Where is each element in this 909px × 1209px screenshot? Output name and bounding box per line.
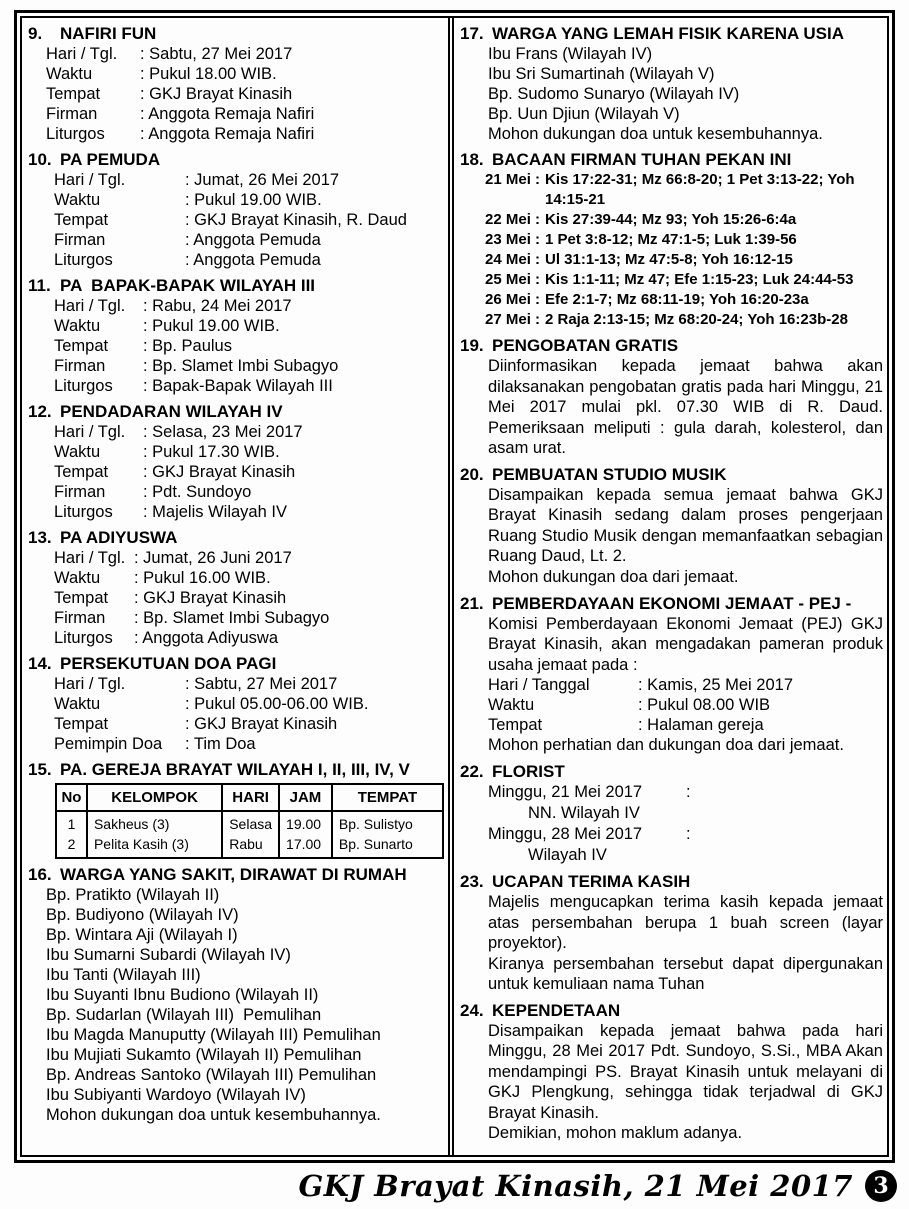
field-label: Tempat	[54, 211, 109, 229]
section-title: FLORIST	[492, 762, 565, 781]
field-value: : Bp. Slamet Imbi Subagyo	[134, 609, 330, 627]
field-row	[488, 715, 883, 735]
reading-text: Ul 31:1-13; Mz 47:5-8; Yoh 16:12-15	[545, 251, 793, 268]
reading-row	[485, 170, 883, 210]
field-label: Hari / Tanggal	[488, 676, 590, 694]
florist-assignee: NN. Wilayah IV	[528, 804, 640, 822]
field-value: : Anggota Remaja Nafiri	[140, 105, 315, 123]
table-cell: 2	[56, 834, 87, 858]
section-number: 9.	[28, 24, 43, 43]
reading-text: 1 Pet 3:8-12; Mz 47:1-5; Luk 1:39-56	[545, 231, 797, 248]
field-value: : Rabu, 24 Mei 2017	[143, 297, 292, 315]
field-value: : Anggota Remaja Nafiri	[140, 125, 315, 143]
list-item: Mohon dukungan doa untuk kesembuhannya.	[46, 1106, 381, 1124]
table-cell: Bp. Sunarto	[332, 834, 443, 858]
field-label: Hari / Tgl.	[54, 675, 126, 693]
field-row	[488, 675, 883, 695]
list-item: Bp. Andreas Santoko (Wilayah III) Pemulihan	[46, 1066, 377, 1084]
field-row	[54, 548, 444, 568]
field-row	[54, 442, 444, 462]
florist-assignee: Wilayah IV	[528, 846, 607, 864]
field-row	[54, 674, 444, 694]
column-header: JAM	[279, 784, 332, 811]
field-value: : Anggota Adiyuswa	[134, 629, 279, 647]
list-item: Bp. Sudomo Sunaryo (Wilayah IV)	[488, 85, 740, 103]
reading-text: 2 Raja 2:13-15; Mz 68:20-24; Yoh 16:23b-28	[545, 311, 848, 328]
section-10-pa-pemuda	[28, 150, 444, 270]
list-item: Bp. Wintara Aji (Wilayah I)	[46, 926, 238, 944]
section-number: 14.	[28, 654, 52, 673]
section-title: PA BAPAK-BAPAK WILAYAH III	[60, 276, 316, 295]
paragraph: Komisi Pemberdayaan Ekonomi Jemaat (PEJ) GKJ Brayat Kinasih, akan mengadakan pameran produk usaha jemaat pada :	[488, 614, 883, 674]
field-value: : Pukul 18.00 WIB.	[140, 65, 277, 83]
section-16-warga-sakit	[28, 865, 444, 1125]
column-header: No	[56, 784, 87, 811]
field-row	[54, 568, 444, 588]
field-value: : Selasa, 23 Mei 2017	[143, 423, 303, 441]
section-body	[28, 674, 444, 754]
section-number: 19.	[460, 336, 484, 355]
field-value: : Bp. Paulus	[143, 337, 232, 355]
field-label: Firman	[54, 231, 106, 249]
field-row	[54, 628, 444, 648]
field-row	[54, 336, 444, 356]
section-22-florist	[460, 762, 883, 866]
field-label: Tempat	[54, 463, 109, 481]
section-body	[28, 44, 444, 144]
field-row	[54, 588, 444, 608]
field-row	[54, 422, 444, 442]
section-title: PA. GEREJA BRAYAT WILAYAH I, II, III, IV, V	[60, 760, 410, 779]
reading-row	[485, 210, 883, 230]
field-label: Firman	[54, 483, 106, 501]
florist-colon: :	[686, 825, 691, 843]
section-17-warga-lemah-fisik	[460, 24, 883, 144]
section-number: 20.	[460, 464, 484, 484]
field-row	[54, 296, 444, 316]
field-value: : Pukul 08.00 WIB	[638, 696, 771, 714]
section-12-pendadaran	[28, 402, 444, 522]
section-20-studio-musik	[460, 465, 883, 588]
field-label: Firman	[46, 105, 98, 123]
page-border	[14, 10, 895, 1163]
reading-row	[485, 270, 883, 290]
field-value: : Majelis Wilayah IV	[143, 503, 287, 521]
section-body	[460, 44, 883, 144]
field-label: Hari / Tgl.	[54, 171, 126, 189]
table-row	[56, 834, 443, 858]
section-body	[28, 296, 444, 396]
reading-date: 25 Mei :	[485, 271, 541, 288]
section-18-bacaan-firman	[460, 150, 883, 330]
list-item: Ibu Magda Manuputty (Wilayah III) Pemulihan	[46, 1026, 381, 1044]
field-row	[46, 44, 444, 64]
closing-note: Mohon perhatian dan dukungan doa dari jemaat.	[488, 736, 844, 754]
paragraph: Disampaikan kepada jemaat bahwa pada hari Minggu, 28 Mei 2017 Pdt. Sundoyo, S.Si., MBA Akan mendampingi PS. Brayat Kinasih untuk melayani di GKJ Plengkung, sehingga tidak terjadwal di GKJ Brayat Kinasih.	[488, 1021, 883, 1122]
list-item: Mohon dukungan doa untuk kesembuhannya.	[488, 125, 823, 143]
field-row	[46, 64, 444, 84]
field-row	[54, 250, 444, 270]
section-number: 11.	[28, 276, 51, 295]
table-cell: 17.00	[279, 834, 332, 858]
field-value: : GKJ Brayat Kinasih	[143, 463, 296, 481]
field-label: Waktu	[54, 695, 101, 713]
field-label: Tempat	[54, 337, 109, 355]
section-number: 16.	[28, 865, 52, 884]
field-label: Pemimpin Doa	[54, 735, 163, 753]
section-number: 10.	[28, 150, 52, 169]
paragraph: Majelis mengucapkan terima kasih kepada jemaat atas persembahan berupa 1 buah screen (layar proyektor).	[488, 893, 883, 952]
field-label: Waktu	[54, 191, 101, 209]
field-value: : Jumat, 26 Juni 2017	[134, 549, 292, 567]
reading-row	[485, 230, 883, 250]
reading-date: 27 Mei :	[485, 311, 541, 328]
field-value: : Anggota Pemuda	[185, 251, 321, 269]
reading-date: 24 Mei :	[485, 251, 541, 268]
section-title: PENGOBATAN GRATIS	[492, 336, 679, 355]
section-title: BACAAN FIRMAN TUHAN PEKAN INI	[492, 150, 792, 169]
closing-note: Demikian, mohon maklum adanya.	[488, 1124, 743, 1142]
section-title: WARGA YANG SAKIT, DIRAWAT DI RUMAH	[60, 865, 407, 884]
field-value: : Pukul 16.00 WIB.	[134, 569, 271, 587]
reading-date: 22 Mei :	[485, 211, 541, 228]
section-body	[460, 892, 883, 995]
reading-text: Kis 27:39-44; Mz 93; Yoh 15:26-6:4a	[545, 211, 797, 228]
reading-text: Kis 1:1-11; Mz 47; Efe 1:15-23; Luk 24:44-53	[545, 271, 854, 288]
florist-entry	[488, 782, 883, 824]
field-value: : Tim Doa	[185, 735, 256, 753]
section-number: 12.	[28, 402, 52, 421]
reading-row	[485, 290, 883, 310]
section-body	[460, 782, 883, 866]
field-row	[54, 734, 444, 754]
paragraph: Diinformasikan kepada jemaat bahwa akan dilaksanakan pengobatan gratis pada hari Minggu, 21 Mei 2017 mulai pkl. 07.30 WIB di R. Daud. Pemeriksaan meliputi : gula darah, kolesterol, dan asam urat.	[488, 357, 883, 457]
field-label: Waktu	[54, 569, 101, 587]
reading-date: 23 Mei :	[485, 231, 541, 248]
field-value: : GKJ Brayat Kinasih, R. Daud	[185, 211, 407, 229]
section-number: 24.	[460, 1000, 484, 1020]
field-value: : Pukul 19.00 WIB.	[185, 191, 322, 209]
florist-colon: :	[686, 783, 691, 801]
reading-row	[485, 310, 883, 330]
section-9-nafiri-fun	[28, 24, 444, 144]
field-row	[54, 462, 444, 482]
field-row	[54, 482, 444, 502]
section-body	[460, 614, 883, 757]
section-body	[28, 422, 444, 522]
florist-date: Minggu, 28 Mei 2017	[488, 825, 643, 843]
list-item: Bp. Sudarlan (Wilayah III) Pemulihan	[46, 1006, 322, 1024]
field-value: : Pukul 05.00-06.00 WIB.	[185, 695, 369, 713]
field-label: Waktu	[54, 317, 101, 335]
section-title: PA ADIYUSWA	[60, 528, 178, 547]
section-15-pa-gereja-brayat	[28, 760, 444, 859]
field-label: Hari / Tgl.	[54, 549, 126, 567]
list-item: Ibu Frans (Wilayah IV)	[488, 45, 653, 63]
field-value: : Pukul 17.30 WIB.	[143, 443, 280, 461]
field-label: Liturgos	[54, 503, 113, 521]
table-cell: 1	[56, 811, 87, 834]
field-row	[54, 190, 444, 210]
table-cell: Bp. Sulistyo	[332, 811, 443, 834]
section-title: PERSEKUTUAN DOA PAGI	[60, 654, 277, 673]
field-label: Liturgos	[46, 125, 105, 143]
field-row	[54, 356, 444, 376]
section-body	[460, 1021, 883, 1145]
list-item: Bp. Budiyono (Wilayah IV)	[46, 906, 239, 924]
paragraph: Disampaikan kepada semua jemaat bahwa GKJ Brayat Kinasih sedang dalam proses pengerjaan Ruang Studio Musik dengan memanfaatkan sebagian Ruang Daud, Lt. 2.	[488, 485, 883, 565]
field-label: Firman	[54, 357, 106, 375]
list-item: Ibu Subiyanti Wardoyo (Wilayah IV)	[46, 1086, 306, 1104]
field-row	[54, 502, 444, 522]
table-header-row	[56, 784, 443, 811]
list-item: Ibu Suyanti Ibnu Budiono (Wilayah II)	[46, 986, 319, 1004]
table-cell: Rabu	[222, 834, 279, 858]
section-number: 23.	[460, 872, 484, 891]
section-23-ucapan-terima-kasih	[460, 872, 883, 995]
section-body	[460, 485, 883, 588]
table-cell: 19.00	[279, 811, 332, 834]
field-row	[46, 84, 444, 104]
section-title: NAFIRI FUN	[60, 24, 157, 43]
page-border-inner	[20, 16, 889, 1157]
field-value: : Sabtu, 27 Mei 2017	[140, 45, 293, 63]
field-row	[46, 124, 444, 144]
page-number-badge: 3	[865, 1170, 897, 1202]
paragraph: Mohon dukungan doa dari jemaat.	[488, 567, 739, 586]
field-row	[54, 170, 444, 190]
field-label: Waktu	[46, 65, 93, 83]
column-header: HARI	[222, 784, 279, 811]
table-row	[56, 811, 443, 834]
table-cell: Selasa	[222, 811, 279, 834]
section-11-pa-bapak-bapak	[28, 276, 444, 396]
section-19-pengobatan-gratis	[460, 336, 883, 459]
section-title: PA PEMUDA	[60, 150, 161, 169]
field-label: Hari / Tgl.	[46, 45, 118, 63]
right-column	[454, 18, 887, 1155]
field-row	[54, 230, 444, 250]
reading-text: Efe 2:1-7; Mz 68:11-19; Yoh 16:20-23a	[545, 291, 809, 308]
field-value: : GKJ Brayat Kinasih	[140, 85, 293, 103]
section-body	[28, 170, 444, 270]
field-value: : Jumat, 26 Mei 2017	[185, 171, 340, 189]
section-number: 13.	[28, 528, 52, 547]
field-label: Hari / Tgl.	[54, 297, 126, 315]
field-value: : Pukul 19.00 WIB.	[143, 317, 280, 335]
reading-row	[485, 250, 883, 270]
field-row	[54, 316, 444, 336]
section-body	[28, 548, 444, 648]
column-header: KELOMPOK	[87, 784, 222, 811]
footer-caption: GKJ Brayat Kinasih, 21 Mei 2017	[298, 1169, 853, 1203]
field-label: Waktu	[488, 696, 535, 714]
table-cell: Pelita Kasih (3)	[87, 834, 222, 858]
field-value: : Sabtu, 27 Mei 2017	[185, 675, 338, 693]
field-label: Liturgos	[54, 251, 113, 269]
field-label: Liturgos	[54, 377, 113, 395]
florist-date: Minggu, 21 Mei 2017	[488, 783, 643, 801]
field-row	[54, 714, 444, 734]
section-13-pa-adiyuswa	[28, 528, 444, 648]
table-cell: Sakheus (3)	[87, 811, 222, 834]
section-number: 17.	[460, 24, 484, 43]
field-row	[54, 210, 444, 230]
field-label: Tempat	[54, 589, 109, 607]
field-label: Tempat	[54, 715, 109, 733]
section-body	[28, 885, 444, 1125]
section-body	[460, 170, 883, 330]
section-number: 22.	[460, 762, 484, 781]
section-title: WARGA YANG LEMAH FISIK KARENA USIA	[492, 24, 844, 43]
section-title: KEPENDETAAN	[492, 1000, 621, 1020]
field-row	[46, 104, 444, 124]
field-row	[54, 608, 444, 628]
field-label: Liturgos	[54, 629, 113, 647]
field-value: : Halaman gereja	[638, 716, 764, 734]
section-24-kependetaan	[460, 1001, 883, 1145]
pa-wilayah-table	[55, 783, 444, 859]
florist-entry	[488, 824, 883, 866]
list-item: Bp. Pratikto (Wilayah II)	[46, 886, 220, 904]
list-item: Ibu Sri Sumartinah (Wilayah V)	[488, 65, 715, 83]
field-value: : Bapak-Bapak Wilayah III	[143, 377, 333, 395]
reading-date: 21 Mei :	[485, 171, 541, 188]
field-label: Hari / Tgl.	[54, 423, 126, 441]
field-row	[54, 376, 444, 396]
list-item: Ibu Sumarni Subardi (Wilayah IV)	[46, 946, 291, 964]
section-number: 18.	[460, 150, 484, 169]
field-label: Waktu	[54, 443, 101, 461]
section-title: PEMBUATAN STUDIO MUSIK	[492, 464, 727, 484]
list-item: Ibu Tanti (Wilayah III)	[46, 966, 201, 984]
section-body	[460, 356, 883, 459]
column-header: TEMPAT	[332, 784, 443, 811]
reading-text: Kis 17:22-31; Mz 66:8-20; 1 Pet 3:13-22; Yoh 14:15-21	[545, 171, 855, 208]
section-title: PENDADARAN WILAYAH IV	[60, 402, 283, 421]
field-row	[54, 694, 444, 714]
section-number: 21.	[460, 593, 484, 613]
paragraph: Kiranya persembahan tersebut dapat dipergunakan untuk kemuliaan nama Tuhan	[488, 954, 883, 993]
field-label: Firman	[54, 609, 106, 627]
list-item: Bp. Uun Djiun (Wilayah V)	[488, 105, 680, 123]
field-value: : Kamis, 25 Mei 2017	[638, 676, 793, 694]
field-value: : Anggota Pemuda	[185, 231, 321, 249]
field-value: : Pdt. Sundoyo	[143, 483, 252, 501]
field-label: Tempat	[488, 716, 543, 734]
section-title: UCAPAN TERIMA KASIH	[492, 872, 691, 891]
field-label: Tempat	[46, 85, 101, 103]
field-row	[488, 695, 883, 715]
field-value: : GKJ Brayat Kinasih	[134, 589, 287, 607]
field-value: : GKJ Brayat Kinasih	[185, 715, 338, 733]
reading-date: 26 Mei :	[485, 291, 541, 308]
left-column	[22, 18, 448, 1155]
section-14-persekutuan-doa	[28, 654, 444, 754]
section-21-pej	[460, 594, 883, 757]
field-value: : Bp. Slamet Imbi Subagyo	[143, 357, 339, 375]
footer	[14, 1165, 897, 1207]
list-item: Ibu Mujiati Sukamto (Wilayah II) Pemulihan	[46, 1046, 362, 1064]
section-title: PEMBERDAYAAN EKONOMI JEMAAT - PEJ -	[492, 593, 852, 613]
section-number: 15.	[28, 760, 52, 779]
